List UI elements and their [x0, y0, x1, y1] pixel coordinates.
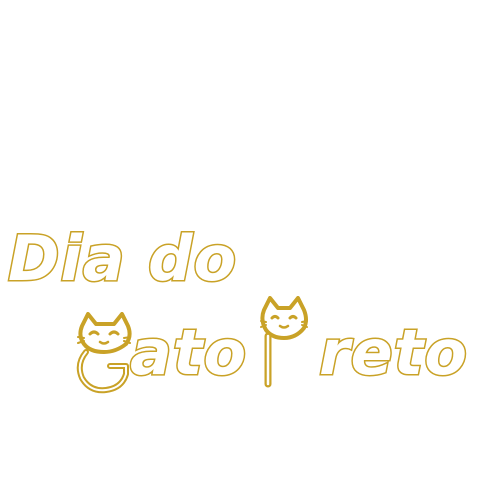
letter-g-cat-icon	[74, 312, 136, 394]
title-line-1	[8, 222, 238, 295]
title-word-gato-rest: ato	[130, 316, 248, 389]
letter-p-cat-icon	[258, 296, 310, 390]
title-line-1-text: Dia do	[8, 222, 238, 295]
title-word-preto-rest: reto	[319, 316, 468, 389]
